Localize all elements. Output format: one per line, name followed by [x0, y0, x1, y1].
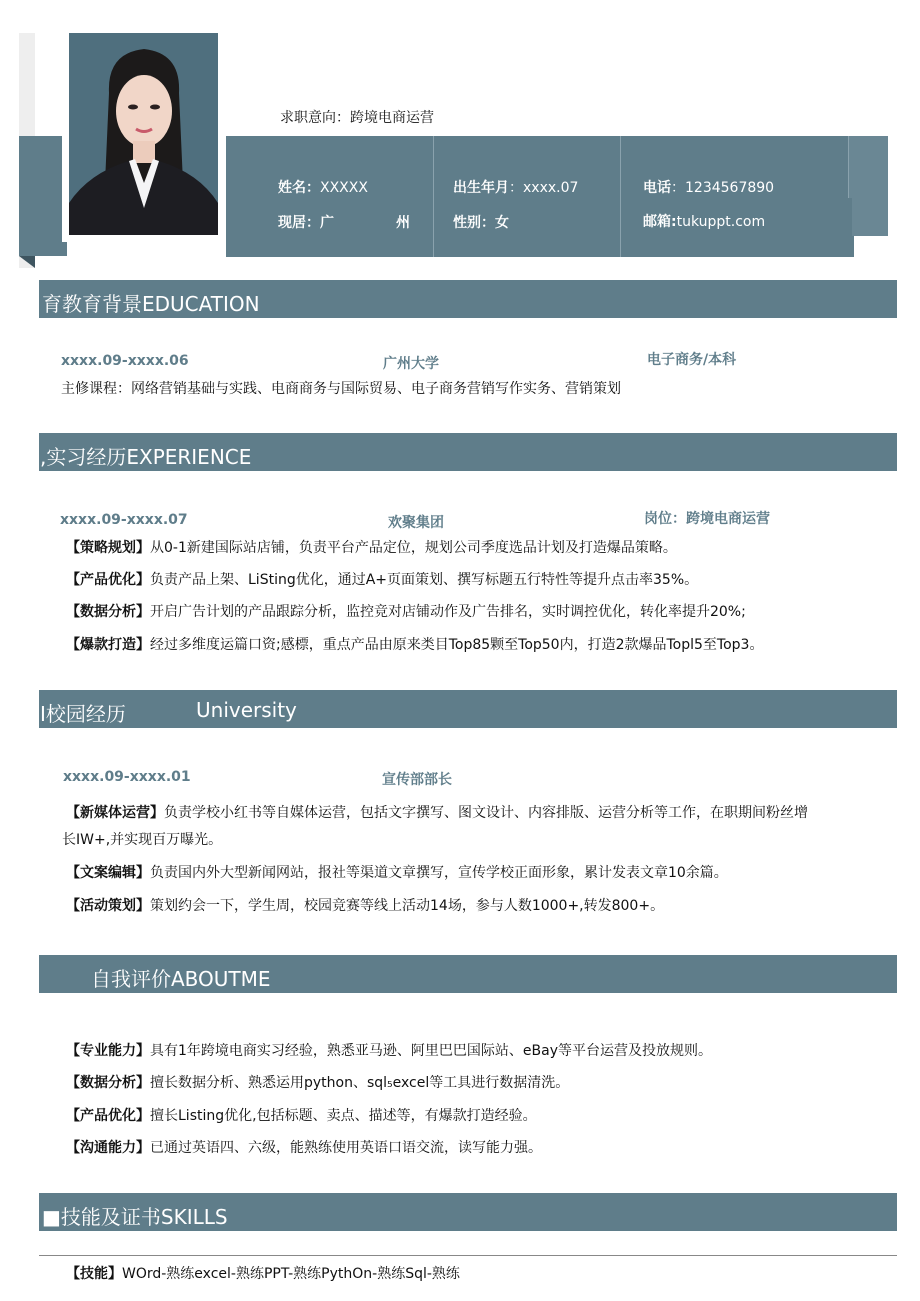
birth-value: ：xxxx.07	[509, 180, 579, 196]
name-label: 姓名：	[278, 180, 320, 196]
item-tag: 【数据分析】	[66, 604, 150, 620]
section-title-campus: I校园经历	[40, 702, 126, 726]
item-tag: 【策略规划】	[66, 540, 150, 556]
experience-company: 欢聚集团	[388, 515, 444, 531]
gender-label: 性别：	[453, 215, 495, 231]
education-date: xxxx.09-xxxx.06	[61, 353, 189, 369]
header-divider-1	[433, 136, 434, 257]
list-item	[66, 634, 763, 654]
name-field	[278, 177, 368, 197]
item-text: 擅长Listing优化,包括标题、卖点、描述等，有爆款打造经验。	[150, 1108, 537, 1124]
residence-field	[278, 212, 418, 232]
item-text: 具有1年跨境电商实习经验，熟悉亚马逊、阿里巴巴国际站、eBay等平台运营及投放规则。	[150, 1043, 712, 1059]
name-value: XXXXX	[320, 180, 368, 196]
item-tag: 【新媒体运营】	[66, 805, 164, 821]
education-courses: 主修课程：网络营销基础与实践、电商商务与国际贸易、电子商务营销写作实务、营销策划	[61, 381, 621, 397]
list-item	[66, 569, 698, 589]
section-title-experience: ,实习经历EXPERIENCE	[40, 445, 252, 469]
header-ribbon-fold	[19, 256, 35, 268]
item-tag: 【沟通能力】	[66, 1140, 150, 1156]
list-item-continuation: 长IW+,并实现百万曝光。	[62, 832, 223, 848]
birth-field	[453, 177, 578, 197]
phone-value: ：1234567890	[671, 180, 775, 196]
skills-divider	[39, 1255, 897, 1256]
education-major: 电子商务/本科	[647, 352, 737, 368]
item-tag: 【产品优化】	[66, 1108, 150, 1124]
section-title-campus-en: University	[196, 698, 297, 722]
phone-field	[643, 177, 774, 197]
list-item	[66, 862, 728, 882]
item-tag: 【专业能力】	[66, 1043, 150, 1059]
job-intention-value: 跨境电商运营	[350, 110, 434, 126]
item-text: 开启广告计划的产品跟踪分析，监控竞对店铺动作及广告排名，实时调控优化，转化率提升20%;	[150, 604, 746, 620]
section-skills	[39, 1193, 897, 1231]
job-intention-label: 求职意向：	[280, 110, 350, 126]
list-item	[66, 1072, 569, 1092]
item-tag: 【产品优化】	[66, 572, 150, 588]
gender-value: 女	[495, 215, 509, 231]
skills-tag: 【技能】	[66, 1266, 122, 1282]
section-title-skills: ■技能及证书SKILLS	[42, 1205, 228, 1229]
residence-label: 现居：	[278, 215, 320, 231]
item-text: 擅长数据分析、熟悉运用python、sql₅excel等工具进行数据清洗。	[150, 1075, 570, 1091]
gender-field	[453, 212, 509, 232]
header-info-band-right-lower	[852, 198, 888, 236]
section-title-education: 育教育背景EDUCATION	[42, 292, 260, 316]
header-divider-2	[620, 136, 621, 257]
header-divider-3	[848, 136, 849, 198]
item-text: 经过多维度运篇口资;感標，重点产品由原来类目Top85颗至Top50内，打造2款爆品Topl5至Top3。	[150, 637, 764, 653]
item-tag: 【活动策划】	[66, 898, 150, 914]
campus-role: 宣传部部长	[382, 772, 452, 788]
section-campus	[39, 690, 897, 728]
list-item	[66, 537, 677, 557]
item-text: 从0-1新建国际站店铺，负责平台产品定位，规划公司季度选品计划及打造爆品策略。	[150, 540, 677, 556]
residence-city-1: 广	[320, 215, 334, 231]
experience-date: xxxx.09-xxxx.07	[60, 512, 188, 528]
section-about	[39, 955, 897, 993]
education-school: 广州大学	[383, 356, 439, 372]
list-item	[66, 1105, 537, 1125]
header-info-band-right	[848, 136, 888, 198]
skills-line	[66, 1263, 460, 1283]
campus-date: xxxx.09-xxxx.01	[63, 769, 191, 785]
section-experience	[39, 433, 897, 471]
item-tag: 【数据分析】	[66, 1075, 150, 1091]
item-text: 负责产品上架、LiSting优化，通过A+页面策划、撰写标题五行特性等提升点击率35%。	[150, 572, 699, 588]
list-item	[66, 895, 664, 915]
list-item	[66, 802, 808, 822]
phone-label: 电话	[643, 180, 671, 196]
birth-label: 出生年月	[453, 180, 509, 196]
item-text: 策划约会一下，学生周，校园竞赛等线上活动14场，参与人数1000+,转发800+。	[150, 898, 665, 914]
skills-text: WOrd-熟练excel-熟练PPT-熟练PythOn-熟练Sql-熟练	[122, 1266, 460, 1282]
email-field	[643, 211, 765, 231]
avatar	[69, 33, 218, 235]
email-label: 邮箱:	[643, 214, 677, 230]
experience-position: 岗位：跨境电商运营	[644, 511, 770, 527]
list-item	[66, 1137, 542, 1157]
email-value: tukuppt.com	[676, 214, 766, 230]
list-item	[66, 1040, 712, 1060]
item-tag: 【爆款打造】	[66, 637, 150, 653]
job-intention	[280, 107, 434, 127]
section-title-about: 自我评价ABOUTME	[91, 967, 271, 991]
item-text: 负责学校小红书等自媒体运营，包括文字撰写、图文设计、内容排版、运营分析等工作，在职期间粉丝增	[164, 805, 808, 821]
item-text: 负责国内外大型新闻网站，报社等渠道文章撰写，宣传学校正面形象，累计发表文章10余篇。	[150, 865, 728, 881]
residence-city-2: 州	[396, 215, 410, 231]
item-tag: 【文案编辑】	[66, 865, 150, 881]
header-left-ribbon	[19, 136, 67, 256]
list-item	[66, 601, 746, 621]
portrait-image	[69, 33, 218, 235]
item-text: 已通过英语四、六级，能熟练使用英语口语交流，读写能力强。	[150, 1140, 542, 1156]
section-education	[39, 280, 897, 318]
